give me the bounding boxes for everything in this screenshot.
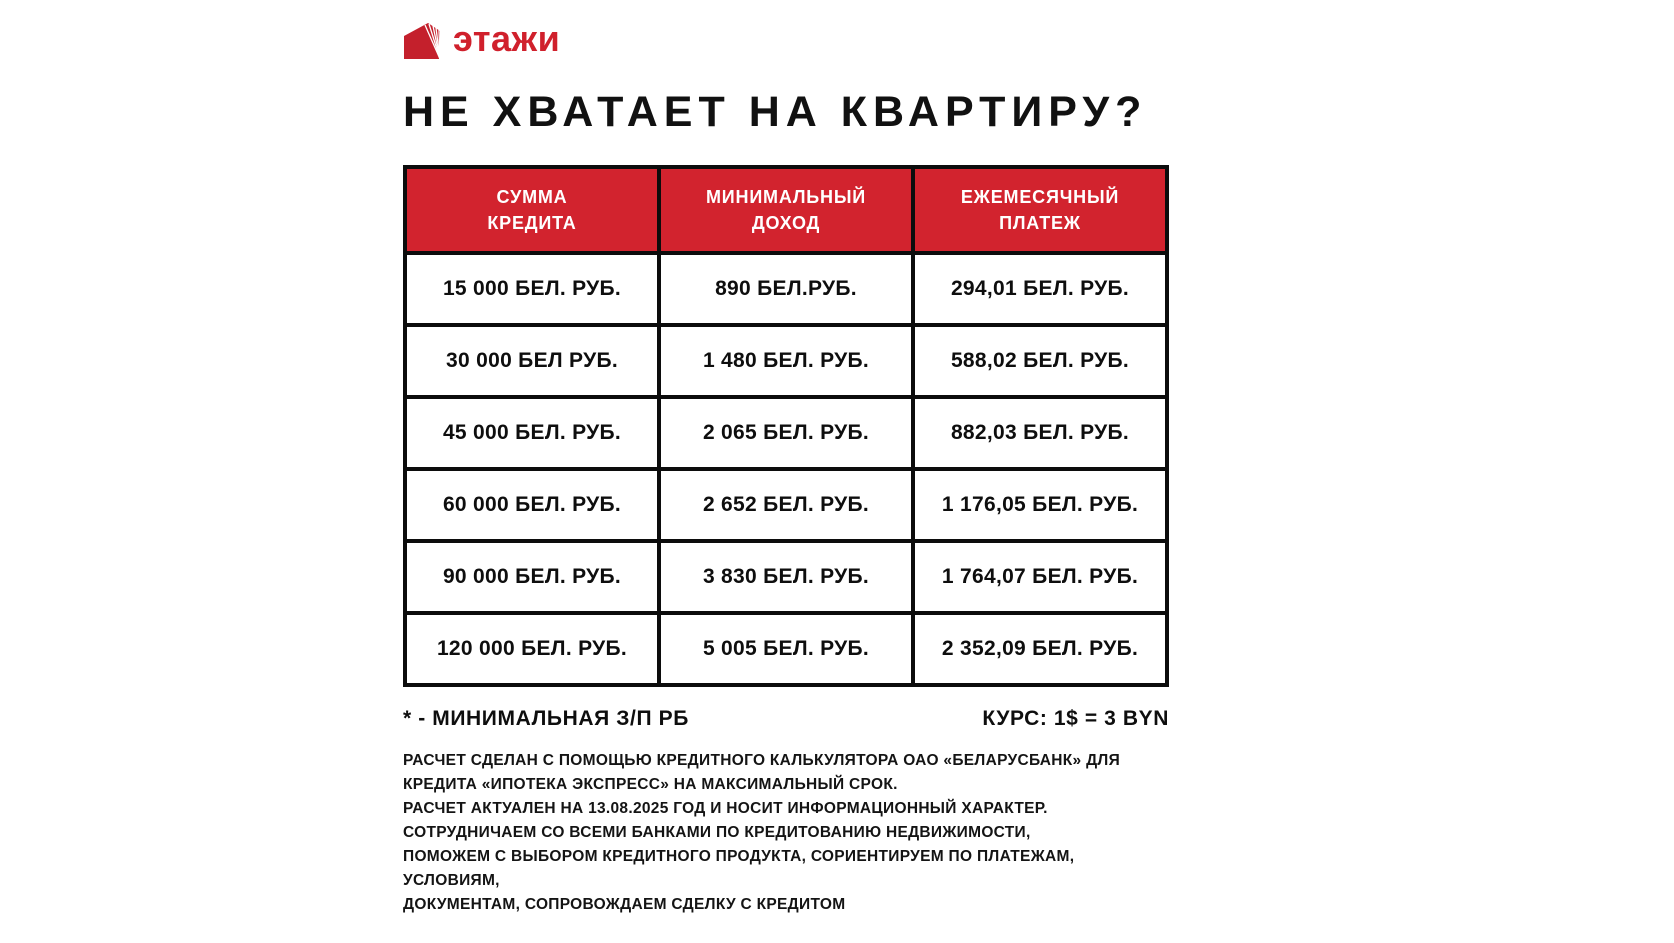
table-cell: 1 176,05 БЕЛ. РУБ. — [913, 469, 1167, 541]
table-cell: 882,03 БЕЛ. РУБ. — [913, 397, 1167, 469]
disclaimer-line: ДОКУМЕНТАМ, СОПРОВОЖДАЕМ СДЕЛКУ С КРЕДИТОМ — [403, 896, 846, 913]
table-cell: 1 764,07 БЕЛ. РУБ. — [913, 541, 1167, 613]
disclaimer-line: КРЕДИТА «ИПОТЕКА ЭКСПРЕСС» НА МАКСИМАЛЬНЫЙ СРОК. — [403, 776, 898, 793]
table-cell: 90 000 БЕЛ. РУБ. — [405, 541, 659, 613]
table-cell: 45 000 БЕЛ. РУБ. — [405, 397, 659, 469]
disclaimer — [403, 749, 1183, 917]
disclaimer-line: УСЛОВИЯМ, — [403, 872, 500, 889]
table-row — [405, 541, 1167, 613]
table-cell: 2 065 БЕЛ. РУБ. — [659, 397, 913, 469]
house-icon — [403, 22, 443, 60]
table-cell: 30 000 БЕЛ РУБ. — [405, 325, 659, 397]
credit-table — [403, 165, 1169, 687]
table-cell: 890 БЕЛ.РУБ. — [659, 253, 913, 325]
page-title: НЕ ХВАТАЕТ НА КВАРТИРУ? — [403, 88, 1148, 136]
footnote-exchange-rate: КУРС: 1$ = 3 BYN — [982, 707, 1169, 730]
table-cell: 2 352,09 БЕЛ. РУБ. — [913, 613, 1167, 685]
logo — [403, 20, 1169, 62]
disclaimer-line: ПОМОЖЕМ С ВЫБОРОМ КРЕДИТНОГО ПРОДУКТА, СОРИЕНТИРУЕМ ПО ПЛАТЕЖАМ, — [403, 848, 1075, 865]
table-cell: 5 005 БЕЛ. РУБ. — [659, 613, 913, 685]
table-cell: 1 480 БЕЛ. РУБ. — [659, 325, 913, 397]
table-row — [405, 613, 1167, 685]
header-cell-loan-amount: СУММА КРЕДИТА — [405, 167, 659, 253]
poster-content — [403, 0, 1169, 917]
table-row — [405, 469, 1167, 541]
logo-text: этажи — [453, 18, 561, 59]
table-cell: 2 652 БЕЛ. РУБ. — [659, 469, 913, 541]
table-row — [405, 397, 1167, 469]
table-row — [405, 253, 1167, 325]
footnote-row — [403, 707, 1169, 731]
table-cell: 3 830 БЕЛ. РУБ. — [659, 541, 913, 613]
table-cell: 60 000 БЕЛ. РУБ. — [405, 469, 659, 541]
table-cell: 15 000 БЕЛ. РУБ. — [405, 253, 659, 325]
footnote-min-salary: * - МИНИМАЛЬНАЯ З/П РБ — [403, 707, 689, 730]
table-cell: 588,02 БЕЛ. РУБ. — [913, 325, 1167, 397]
header-cell-monthly-payment: ЕЖЕМЕСЯЧНЫЙ ПЛАТЕЖ — [913, 167, 1167, 253]
table-cell: 120 000 БЕЛ. РУБ. — [405, 613, 659, 685]
table-row — [405, 325, 1167, 397]
table-header-row — [405, 167, 1167, 253]
disclaimer-line: СОТРУДНИЧАЕМ СО ВСЕМИ БАНКАМИ ПО КРЕДИТОВАНИЮ НЕДВИЖИМОСТИ, — [403, 824, 1031, 841]
table-cell: 294,01 БЕЛ. РУБ. — [913, 253, 1167, 325]
header-cell-min-income: МИНИМАЛЬНЫЙ ДОХОД — [659, 167, 913, 253]
disclaimer-line: РАСЧЕТ СДЕЛАН С ПОМОЩЬЮ КРЕДИТНОГО КАЛЬКУЛЯТОРА ОАО «БЕЛАРУСБАНК» ДЛЯ — [403, 752, 1121, 769]
disclaimer-line: РАСЧЕТ АКТУАЛЕН НА 13.08.2025 ГОД И НОСИТ ИНФОРМАЦИОННЫЙ ХАРАКТЕР. — [403, 800, 1048, 817]
